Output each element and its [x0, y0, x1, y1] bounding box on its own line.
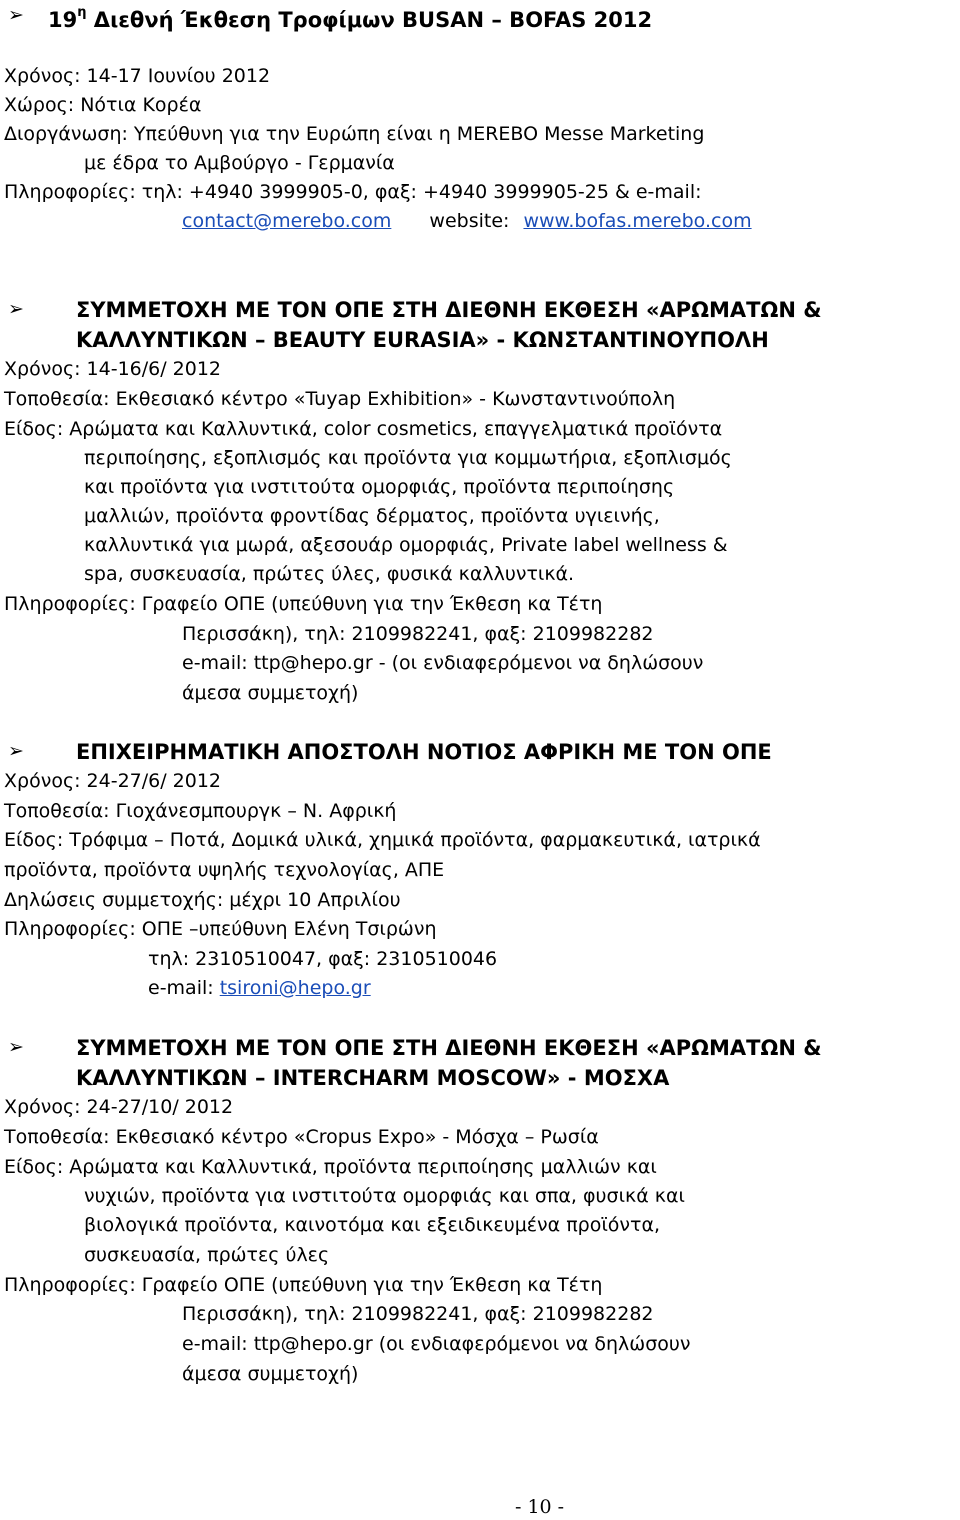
moscow-type-cont: βιολογικά προϊόντα, καινοτόμα και εξειδικευμένα προϊόντα, [84, 1214, 661, 1236]
bofas-title-number: 19 [48, 8, 78, 32]
beauty-info-cont: Περισσάκη), τηλ: 2109982241, φαξ: 2109982282 [182, 623, 654, 645]
africa-email [148, 976, 371, 1000]
bofas-place: Χώρος: Νότια Κορέα [4, 94, 202, 116]
moscow-heading-cont: ΚΑΛΛΥΝΤΙΚΩΝ – INTERCHARM MOSCOW» - ΜΟΣΧΑ [76, 1066, 670, 1090]
africa-email-link[interactable]: tsironi@hepo.gr [219, 977, 371, 999]
moscow-info-cont: Περισσάκη), τηλ: 2109982241, φαξ: 2109982282 [182, 1303, 654, 1325]
beauty-heading: ΣΥΜΜΕΤΟΧΗ ΜΕ ΤΟΝ ΟΠΕ ΣΤΗ ΔΙΕΘΝΗ ΕΚΘΕΣΗ «ΑΡΩΜΑΤΩΝ & [76, 298, 822, 322]
moscow-type-cont: νυχιών, προϊόντα για ινστιτούτα ομορφιάς και σπα, φυσικά και [84, 1185, 685, 1207]
africa-type-cont: προϊόντα, προϊόντα υψηλής τεχνολογίας, ΑΠΕ [4, 859, 445, 881]
beauty-info: Πληροφορίες: Γραφείο ΟΠΕ (υπεύθυνη για την Έκθεση κα Τέτη [4, 593, 603, 615]
beauty-heading-cont: ΚΑΛΛΥΝΤΙΚΩΝ – BEAUTY EURASIA» - ΚΩΝΣΤΑΝΤΙΝΟΥΠΟΛΗ [76, 328, 769, 352]
beauty-info-cont: άμεσα συμμετοχή) [182, 682, 359, 704]
bullet-icon: ➢ [8, 1036, 24, 1058]
bullet-icon: ➢ [8, 740, 24, 762]
africa-phone: τηλ: 2310510047, φαξ: 2310510046 [148, 948, 498, 970]
moscow-heading: ΣΥΜΜΕΤΟΧΗ ΜΕ ΤΟΝ ΟΠΕ ΣΤΗ ΔΙΕΘΝΗ ΕΚΘΕΣΗ «ΑΡΩΜΑΤΩΝ & [76, 1036, 822, 1060]
bullet-icon: ➢ [8, 298, 24, 320]
bofas-info: Πληροφορίες: τηλ: +4940 3999905-0, φαξ: +4940 3999905-25 & e-mail: [4, 181, 702, 203]
bofas-website-link[interactable]: www.bofas.merebo.com [523, 210, 752, 232]
moscow-type-cont: συσκευασία, πρώτες ύλες [84, 1244, 330, 1266]
bofas-title [48, 4, 652, 32]
africa-date: Χρόνος: 24-27/6/ 2012 [4, 770, 222, 792]
beauty-location: Τοποθεσία: Εκθεσιακό κέντρο «Tuyap Exhibition» - Κωνσταντινούπολη [4, 388, 676, 410]
africa-info: Πληροφορίες: ΟΠΕ –υπεύθυνη Ελένη Τσιρώνη [4, 918, 437, 940]
bofas-email-link[interactable]: contact@merebo.com [182, 210, 392, 232]
beauty-type-cont: και προϊόντα για ινστιτούτα ομορφιάς, προϊόντα περιποίησης [84, 476, 675, 498]
bullet-icon: ➢ [8, 4, 24, 26]
beauty-type-cont: καλλυντικά για μωρά, αξεσουάρ ομορφιάς, Private label wellness & [84, 534, 728, 556]
moscow-date: Χρόνος: 24-27/10/ 2012 [4, 1096, 234, 1118]
beauty-date: Χρόνος: 14-16/6/ 2012 [4, 358, 222, 380]
beauty-type-cont: περιποίησης, εξοπλισμός και προϊόντα για κομμωτήρια, εξοπλισμός [84, 447, 732, 469]
africa-deadline: Δηλώσεις συμμετοχής: μέχρι 10 Απριλίου [4, 889, 401, 911]
moscow-location: Τοποθεσία: Εκθεσιακό κέντρο «Cropus Expo» - Μόσχα – Ρωσία [4, 1126, 599, 1148]
bofas-title-sup: η [77, 5, 87, 20]
africa-heading: ΕΠΙΧΕΙΡΗΜΑΤΙΚΗ ΑΠΟΣΤΟΛΗ ΝΟΤΙΟΣ ΑΦΡΙΚΗ ΜΕ ΤΟΝ ΟΠΕ [76, 740, 772, 764]
beauty-type-cont: μαλλιών, προϊόντα φροντίδας δέρματος, προϊόντα υγιεινής, [84, 505, 660, 527]
africa-type: Είδος: Τρόφιμα – Ποτά, Δομικά υλικά, χημικά προϊόντα, φαρμακευτικά, ιατρικά [4, 829, 761, 851]
beauty-type: Είδος: Αρώματα και Καλλυντικά, color cosmetics, επαγγελματικά προϊόντα [4, 418, 723, 440]
moscow-info-email: e-mail: ttp@hepo.gr (οι ενδιαφερόμενοι να δηλώσουν [182, 1333, 691, 1355]
beauty-info-email: e-mail: ttp@hepo.gr - (οι ενδιαφερόμενοι να δηλώσουν [182, 652, 704, 674]
moscow-type: Είδος: Αρώματα και Καλλυντικά, προϊόντα περιποίησης μαλλιών και [4, 1156, 657, 1178]
africa-location: Τοποθεσία: Γιοχάνεσμπουργκ – Ν. Αφρική [4, 800, 397, 822]
bofas-title-text: Διεθνή Έκθεση Τροφίμων BUSAN – BOFAS 2012 [86, 8, 653, 32]
africa-email-label: e-mail: [148, 977, 220, 999]
page-number: - 10 - [515, 1496, 565, 1518]
bofas-date: Χρόνος: 14-17 Ιουνίου 2012 [4, 65, 271, 87]
beauty-type-cont: spa, συσκευασία, πρώτες ύλες, φυσικά καλλυντικά. [84, 563, 575, 585]
moscow-info: Πληροφορίες: Γραφείο ΟΠΕ (υπεύθυνη για την Έκθεση κα Τέτη [4, 1274, 603, 1296]
bofas-website-label: website: [429, 210, 510, 232]
bofas-organizer-cont: με έδρα το Αμβούργο - Γερμανία [84, 152, 395, 174]
moscow-info-cont: άμεσα συμμετοχή) [182, 1363, 359, 1385]
bofas-links [182, 209, 752, 233]
bofas-organizer: Διοργάνωση: Υπεύθυνη για την Ευρώπη είναι η MEREBO Messe Marketing [4, 123, 705, 145]
